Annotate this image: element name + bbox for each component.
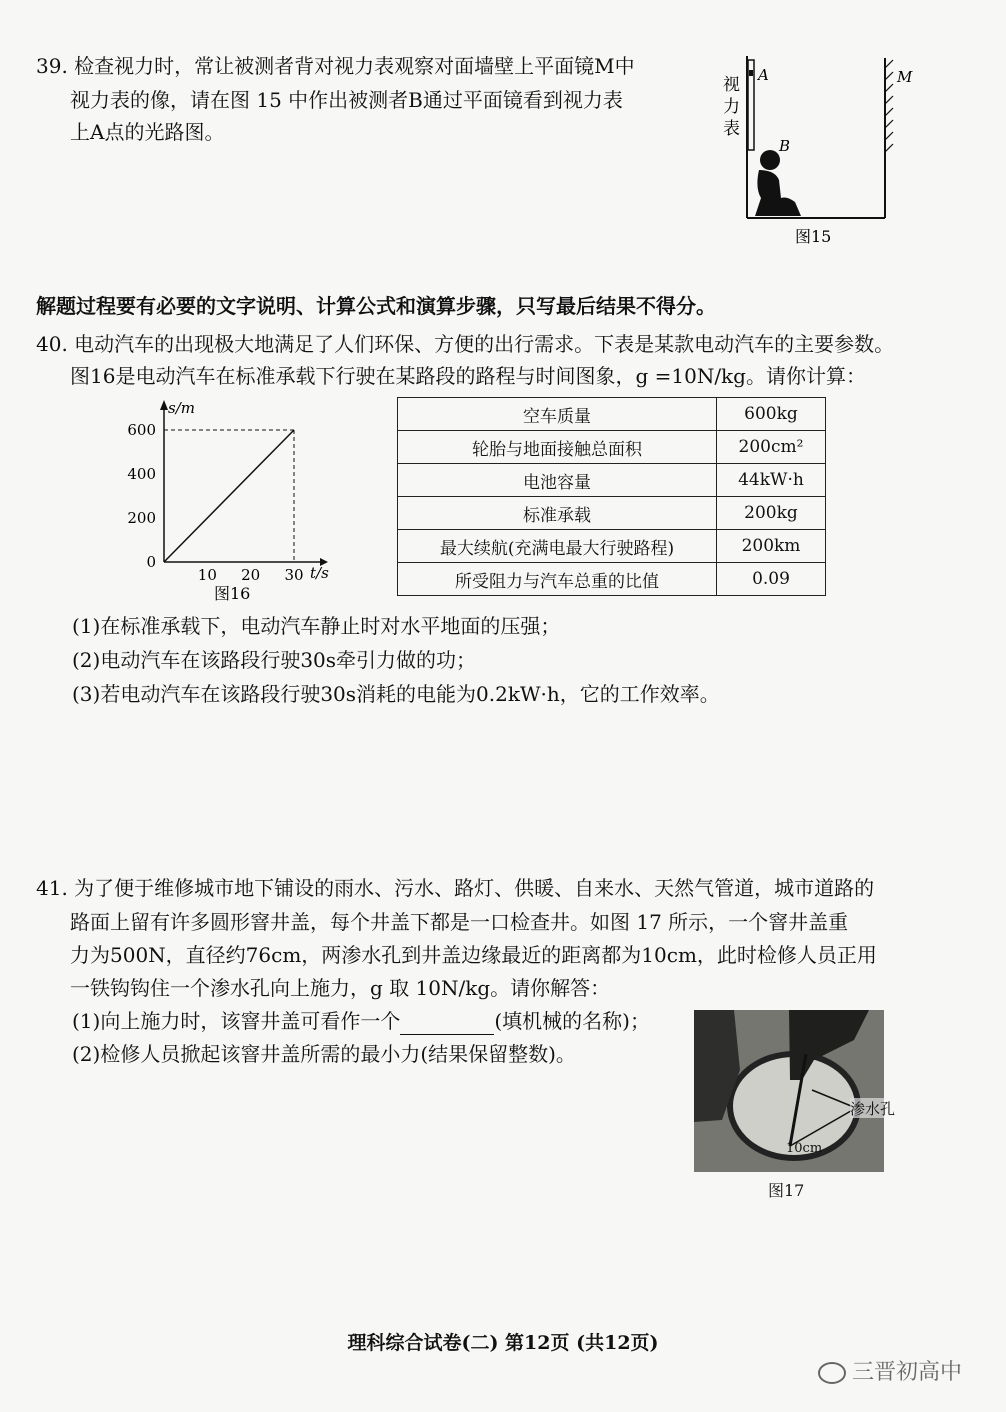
fig17-caption: 图17 xyxy=(768,1181,805,1200)
table-cell-value: 200km xyxy=(717,530,826,563)
x-tick-label: 10 xyxy=(197,566,217,584)
table-row xyxy=(398,530,826,563)
y-tick-label: 0 xyxy=(146,553,156,571)
table-row xyxy=(398,398,826,431)
table-cell-key: 空车质量 xyxy=(398,398,717,431)
table-row xyxy=(398,431,826,464)
wechat-icon xyxy=(818,1362,846,1384)
table-row xyxy=(398,464,826,497)
x-tick-label: 20 xyxy=(241,566,261,584)
y-axis-label: s/m xyxy=(168,399,195,417)
table-cell-value: 200cm² xyxy=(717,431,826,464)
eye-chart-label-3: 表 xyxy=(723,119,740,139)
q39-line-1: 39. 检查视力时，常让被测者背对视力表观察对面墙壁上平面镜M中 xyxy=(36,54,635,78)
table-cell-key: 轮胎与地面接触总面积 xyxy=(398,431,717,464)
table-row xyxy=(398,563,826,596)
q41-sub-1-suffix: (填机械的名称)； xyxy=(494,1009,650,1033)
watermark xyxy=(818,1355,962,1386)
mirror-hatching xyxy=(885,60,893,152)
label-10cm: 10cm xyxy=(786,1141,823,1156)
table-cell-key: 所受阻力与汽车总重的比值 xyxy=(398,563,717,596)
x-tick-label: 30 xyxy=(284,566,304,584)
table-row xyxy=(398,497,826,530)
y-tick-label: 600 xyxy=(127,421,156,439)
q41-line-4: 一铁钩钩住一个渗水孔向上施力，g 取 10N/kg。请你解答： xyxy=(70,976,611,1000)
q41-line-1: 41. 为了便于维修城市地下铺设的雨水、污水、路灯、供暖、自来水、天然气管道，城市道路的 xyxy=(36,876,875,900)
eye-chart-label-2: 力 xyxy=(723,97,740,117)
q40-sub-3: (3)若电动汽车在该路段行驶30s消耗的电能为0.2kW·h，它的工作效率。 xyxy=(72,682,720,706)
table-cell-value: 200kg xyxy=(717,497,826,530)
fig15-caption: 图15 xyxy=(795,227,832,246)
q39-line-2: 视力表的像，请在图 15 中作出被测者B通过平面镜看到视力表 xyxy=(70,88,623,112)
y-axis-arrow-icon xyxy=(160,400,168,410)
point-a-marker xyxy=(749,70,753,76)
fig16-caption: 图16 xyxy=(214,584,251,603)
q40-sub-1: (1)在标准承载下，电动汽车静止时对水平地面的压强； xyxy=(72,614,561,638)
q41-sub-1 xyxy=(72,1007,650,1035)
figure-16-chart xyxy=(120,396,350,608)
answer-blank xyxy=(400,1012,494,1035)
table-cell-value: 0.09 xyxy=(717,563,826,596)
label-a: A xyxy=(758,66,769,84)
q41-line-2: 路面上留有许多圆形窨井盖，每个井盖下都是一口检查井。如图 17 所示，一个窨井盖重 xyxy=(70,910,849,934)
page-footer: 理科综合试卷(二) 第12页 (共12页) xyxy=(347,1332,659,1354)
table-cell-key: 电池容量 xyxy=(398,464,717,497)
table-cell-value: 44kW·h xyxy=(717,464,826,497)
param-table xyxy=(397,397,826,596)
q39-line-3: 上A点的光路图。 xyxy=(70,120,225,144)
q40-line-1: 40. 电动汽车的出现极大地满足了人们环保、方便的出行需求。下表是某款电动汽车的主要参数。 xyxy=(36,332,895,356)
q40-line-2: 图16是电动汽车在标准承载下行驶在某路段的路程与时间图象，g =10N/kg。请你计算： xyxy=(70,364,866,388)
series-line xyxy=(164,430,294,562)
table-cell-key: 标准承载 xyxy=(398,497,717,530)
q40-sub-2: (2)电动汽车在该路段行驶30s牵引力做的功； xyxy=(72,648,477,672)
y-tick-label: 200 xyxy=(127,509,156,527)
y-tick-label: 400 xyxy=(127,465,156,483)
q41-sub-2: (2)检修人员掀起该窨井盖所需的最小力(结果保留整数)。 xyxy=(72,1042,576,1066)
eye-chart-label-1: 视 xyxy=(723,75,740,95)
q41-sub-1-prefix: (1)向上施力时，该窨井盖可看作一个 xyxy=(72,1009,401,1033)
label-m: M xyxy=(897,68,913,86)
person-b-icon xyxy=(755,150,801,216)
watermark-text: 三晋初高中 xyxy=(852,1360,963,1385)
figure-15 xyxy=(715,48,925,248)
label-drain-hole: 渗水孔 xyxy=(850,1100,896,1118)
q41-line-3: 力为500N，直径约76cm，两渗水孔到井盖边缘最近的距离都为10cm，此时检修人员正用 xyxy=(70,943,877,967)
table-cell-key: 最大续航(充满电最大行驶路程) xyxy=(398,530,717,563)
figure-17-photo xyxy=(694,1010,896,1210)
table-cell-value: 600kg xyxy=(717,398,826,431)
label-b: B xyxy=(779,137,791,155)
instruction-text: 解题过程要有必要的文字说明、计算公式和演算步骤，只写最后结果不得分。 xyxy=(36,294,716,318)
x-axis-label: t/s xyxy=(310,564,329,582)
